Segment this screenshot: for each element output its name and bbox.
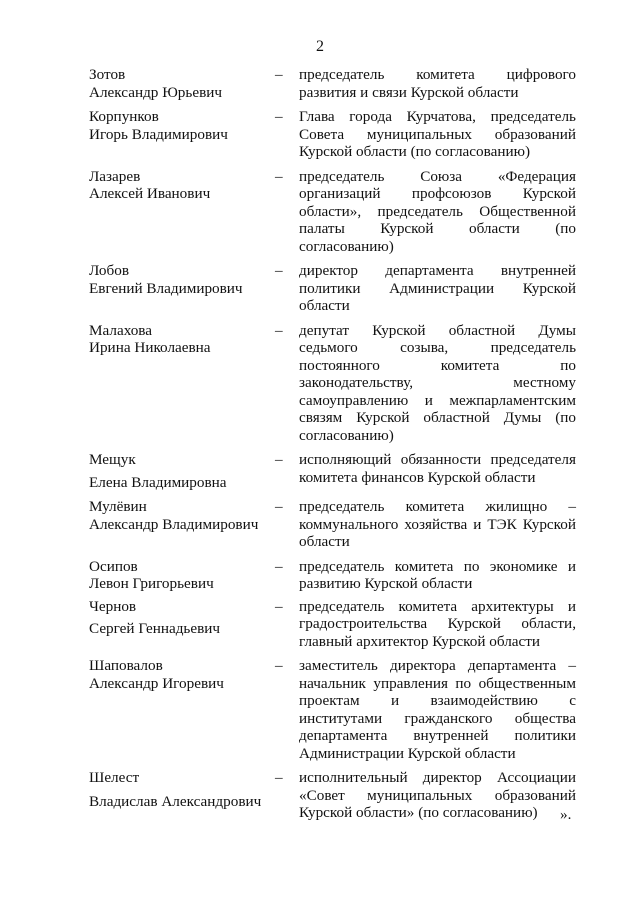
separator-dash: – bbox=[275, 262, 283, 279]
member-name bbox=[89, 558, 275, 593]
member-name bbox=[89, 66, 275, 101]
member-entry bbox=[89, 108, 576, 161]
separator-dash: – bbox=[275, 557, 283, 575]
closing-quote-mark: ». bbox=[560, 806, 572, 823]
member-given-names: Сергей Геннадьевич bbox=[89, 620, 221, 637]
member-surname: Корпунков bbox=[89, 108, 159, 125]
member-entry bbox=[89, 498, 576, 551]
separator-dash: – bbox=[275, 498, 283, 515]
member-name bbox=[89, 322, 275, 357]
member-given-names: Александр Владимирович bbox=[89, 515, 259, 533]
member-given-names: Александр Юрьевич bbox=[89, 83, 223, 101]
member-given-names: Александр Игоревич bbox=[89, 674, 224, 692]
member-given-names: Евгений Владимирович bbox=[89, 279, 243, 297]
member-surname: Мещук bbox=[89, 451, 136, 468]
member-entry bbox=[89, 322, 576, 445]
member-given-names: Елена Владимировна bbox=[89, 473, 227, 491]
member-role: председатель Союза «Федерация организаций профсоюзов Курской области», председатель Общественной палаты Курской области (по согласованию) bbox=[299, 167, 576, 255]
separator-dash: – bbox=[275, 108, 283, 125]
separator-dash: – bbox=[275, 597, 283, 615]
separator-dash: – bbox=[275, 451, 283, 468]
separator-dash: – bbox=[275, 769, 283, 786]
member-name bbox=[89, 108, 275, 143]
member-given-names: Ирина Николаевна bbox=[89, 339, 211, 356]
member-surname: Малахова bbox=[89, 321, 153, 339]
member-surname: Лобов bbox=[89, 262, 130, 279]
member-surname: Шелест bbox=[89, 769, 140, 786]
member-surname: Чернов bbox=[89, 597, 137, 615]
member-entry bbox=[89, 769, 576, 822]
member-role: председатель комитета архитектуры и градостроительства Курской области, главный архитектор Курской области bbox=[299, 597, 576, 650]
member-entry bbox=[89, 451, 576, 491]
member-given-names: Владислав Александрович bbox=[89, 792, 262, 810]
member-surname: Мулёвин bbox=[89, 498, 147, 515]
member-name bbox=[89, 262, 275, 297]
member-given-names: Левон Григорьевич bbox=[89, 575, 214, 592]
separator-dash: – bbox=[275, 321, 283, 339]
member-role: председатель комитета по экономике и развитию Курской области bbox=[299, 557, 576, 592]
member-entry bbox=[89, 558, 576, 593]
member-entry bbox=[89, 657, 576, 762]
member-surname: Лазарев bbox=[89, 167, 141, 185]
member-name bbox=[89, 657, 275, 692]
member-role: Глава города Курчатова, председатель Совета муниципальных образований Курской области (по согласованию) bbox=[299, 108, 576, 160]
member-name bbox=[89, 598, 275, 638]
member-role: председатель комитета жилищно – коммунального хозяйства и ТЭК Курской области bbox=[299, 498, 576, 550]
member-name bbox=[89, 168, 275, 203]
member-entry bbox=[89, 66, 576, 101]
member-surname: Осипов bbox=[89, 557, 138, 575]
member-name bbox=[89, 498, 275, 533]
member-surname: Зотов bbox=[89, 66, 126, 83]
member-entry bbox=[89, 168, 576, 256]
member-surname: Шаповалов bbox=[89, 657, 163, 674]
page-number: 2 bbox=[316, 38, 324, 55]
member-role: заместитель директора департамента – начальник управления по общественным проектам и взаимодействию с институтами гражданского общества департамента внутренней политики Администрации Курской области bbox=[299, 657, 576, 762]
member-role: депутат Курской областной Думы седьмого созыва, председатель постоянного комитета по законодательству, местному самоуправлению и межпарламентским связям Курской областной Думы (по согласованию) bbox=[299, 321, 576, 444]
member-name bbox=[89, 769, 275, 810]
separator-dash: – bbox=[275, 657, 283, 674]
member-role: председатель комитета цифрового развития и связи Курской области bbox=[299, 66, 576, 101]
separator-dash: – bbox=[275, 66, 283, 83]
member-name bbox=[89, 451, 275, 491]
member-role: исполняющий обязанности председателя комитета финансов Курской области bbox=[299, 451, 576, 486]
member-role: исполнительный директор Ассоциации «Совет муниципальных образований Курской области» (по согласованию) bbox=[299, 769, 576, 821]
member-given-names: Игорь Владимирович bbox=[89, 125, 228, 143]
separator-dash: – bbox=[275, 167, 283, 185]
member-list bbox=[89, 66, 576, 822]
member-entry bbox=[89, 262, 576, 315]
member-role: директор департамента внутренней политики Администрации Курской области bbox=[299, 262, 576, 314]
member-given-names: Алексей Иванович bbox=[89, 185, 211, 202]
member-entry bbox=[89, 598, 576, 651]
